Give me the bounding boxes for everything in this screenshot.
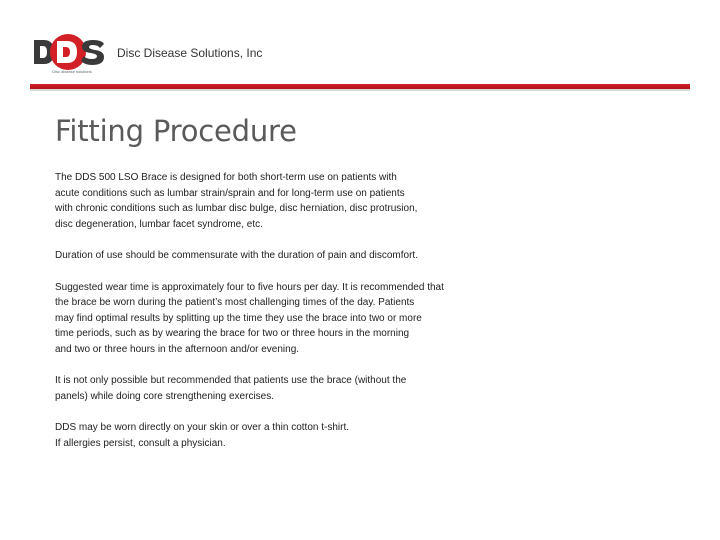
paragraph-duration xyxy=(55,248,525,264)
body-text xyxy=(55,170,525,467)
paragraph-line: acute conditions such as lumbar strain/sprain and for long-term use on patients xyxy=(55,187,405,199)
paragraph-line: If allergies persist, consult a physician. xyxy=(55,437,226,449)
paragraph-line: Duration of use should be commensurate with the duration of pain and discomfort. xyxy=(55,250,418,261)
dds-logo xyxy=(30,32,110,76)
paragraph-line: Suggested wear time is approximately four to five hours per day. It is recommended that xyxy=(55,281,444,293)
paragraph-wear-time xyxy=(55,280,525,358)
header xyxy=(0,0,720,92)
paragraph-line: It is not only possible but recommended that patients use the brace (without the xyxy=(55,375,407,386)
paragraph-line: panels) while doing core strengthening exercises. xyxy=(55,390,275,402)
paragraph-line: DDS may be worn directly on your skin or over a thin cotton t-shirt. xyxy=(55,422,350,433)
header-rule-shadow xyxy=(30,89,690,91)
paragraph-line: The DDS 500 LSO Brace is designed for both short-term use on patients with xyxy=(55,172,397,183)
dds-logo-graphic xyxy=(30,32,110,76)
page-title: Fitting Procedure xyxy=(55,114,297,148)
paragraph-line: with chronic conditions such as lumbar disc bulge, disc herniation, disc protrusion, xyxy=(55,203,418,214)
paragraph-exercises xyxy=(55,373,525,404)
paragraph-line: disc degeneration, lumbar facet syndrome, etc. xyxy=(55,218,263,230)
paragraph-line: time periods, such as by wearing the brace for two or three hours in the morning xyxy=(55,328,410,339)
paragraph-line: and two or three hours in the afternoon and/or evening. xyxy=(55,343,300,355)
logo-tagline: Disc disease solutions xyxy=(52,69,92,74)
paragraph-line: may find optimal results by splitting up the time they use the brace into two or more xyxy=(55,312,422,324)
paragraph-skin-allergies xyxy=(55,420,525,451)
logo-red-circle xyxy=(50,34,86,70)
paragraph-brace-design xyxy=(55,170,525,232)
company-name: Disc Disease Solutions, Inc xyxy=(117,46,263,60)
paragraph-line: the brace be worn during the patient’s most challenging times of the day. Patients xyxy=(55,297,415,308)
